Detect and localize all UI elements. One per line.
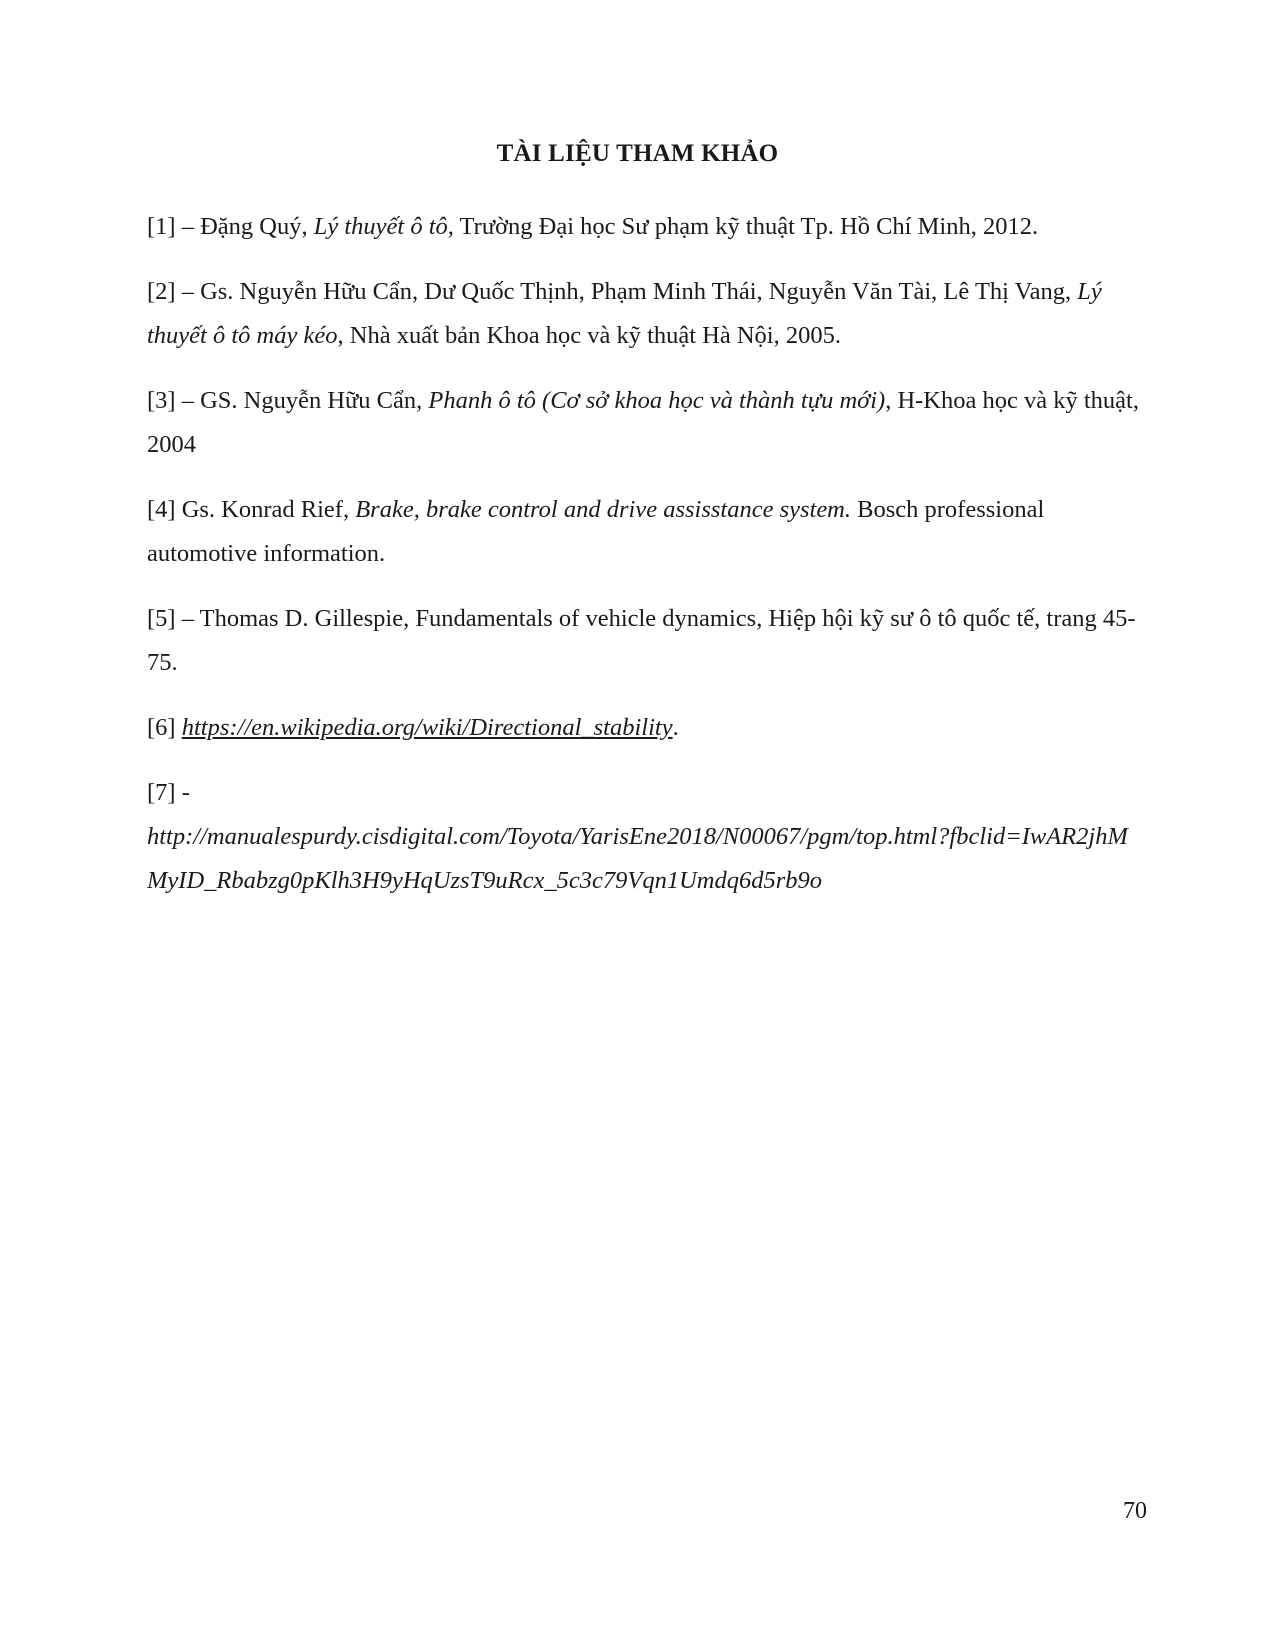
reference-2-title: Lý thuyết ô tô máy kéo: [147, 278, 1102, 349]
page-title: TÀI LIỆU THAM KHẢO: [496, 140, 779, 167]
reference-6-link[interactable]: https://en.wikipedia.org/wiki/Directional_stability: [181, 714, 673, 741]
reference-6-suffix: .: [672, 714, 679, 741]
reference-7: [147, 771, 1142, 903]
reference-3-authors: [3] – GS. Nguyễn Hữu Cẩn,: [147, 387, 429, 414]
reference-1: [147, 205, 1142, 249]
reference-3-title: Phanh ô tô (Cơ sở khoa học và thành tựu mới): [428, 387, 886, 414]
page-number: 70: [1123, 1498, 1147, 1524]
reference-2-authors: [2] – Gs. Nguyễn Hữu Cẩn, Dư Quốc Thịnh, Phạm Minh Thái, Nguyễn Văn Tài, Lê Thị Vang,: [147, 278, 1078, 305]
reference-5-text: [5] – Thomas D. Gillespie, Fundamentals of vehicle dynamics, Hiệp hội kỹ sư ô tô quốc tế, trang 45-75.: [147, 605, 1136, 676]
reference-3: [147, 379, 1142, 467]
reference-2-publisher: , Nhà xuất bản Khoa học và kỹ thuật Hà Nội, 2005.: [337, 322, 841, 349]
reference-6-label: [6]: [147, 714, 182, 741]
reference-1-authors: [1] – Đặng Quý,: [147, 213, 314, 240]
reference-list: [147, 205, 1142, 924]
reference-3-publisher: , H-Khoa học và kỹ thuật, 2004: [147, 387, 1139, 458]
reference-7-label: [7] -: [147, 779, 190, 806]
reference-4-publisher: Bosch professional automotive information.: [147, 496, 1045, 567]
reference-1-title: Lý thuyết ô tô: [313, 213, 448, 240]
reference-4-title: Brake, brake control and drive assisstance system.: [355, 496, 852, 523]
reference-1-publisher: , Trường Đại học Sư phạm kỹ thuật Tp. Hồ Chí Minh, 2012.: [447, 213, 1039, 240]
reference-5: [147, 597, 1142, 685]
reference-4-authors: [4] Gs. Konrad Rief,: [147, 496, 356, 523]
reference-7-link[interactable]: http://manualespurdy.cisdigital.com/Toyota/YarisEne2018/N00067/pgm/top.html?fbclid=IwAR2jhMMyID_Rbabzg0pKlh3H9yHqUzsT9uRcx_5c3c79Vqn1Umdq6d5rb9o: [147, 823, 1128, 894]
reference-2: [147, 270, 1142, 358]
reference-6: [147, 706, 1142, 750]
reference-4: [147, 488, 1142, 576]
